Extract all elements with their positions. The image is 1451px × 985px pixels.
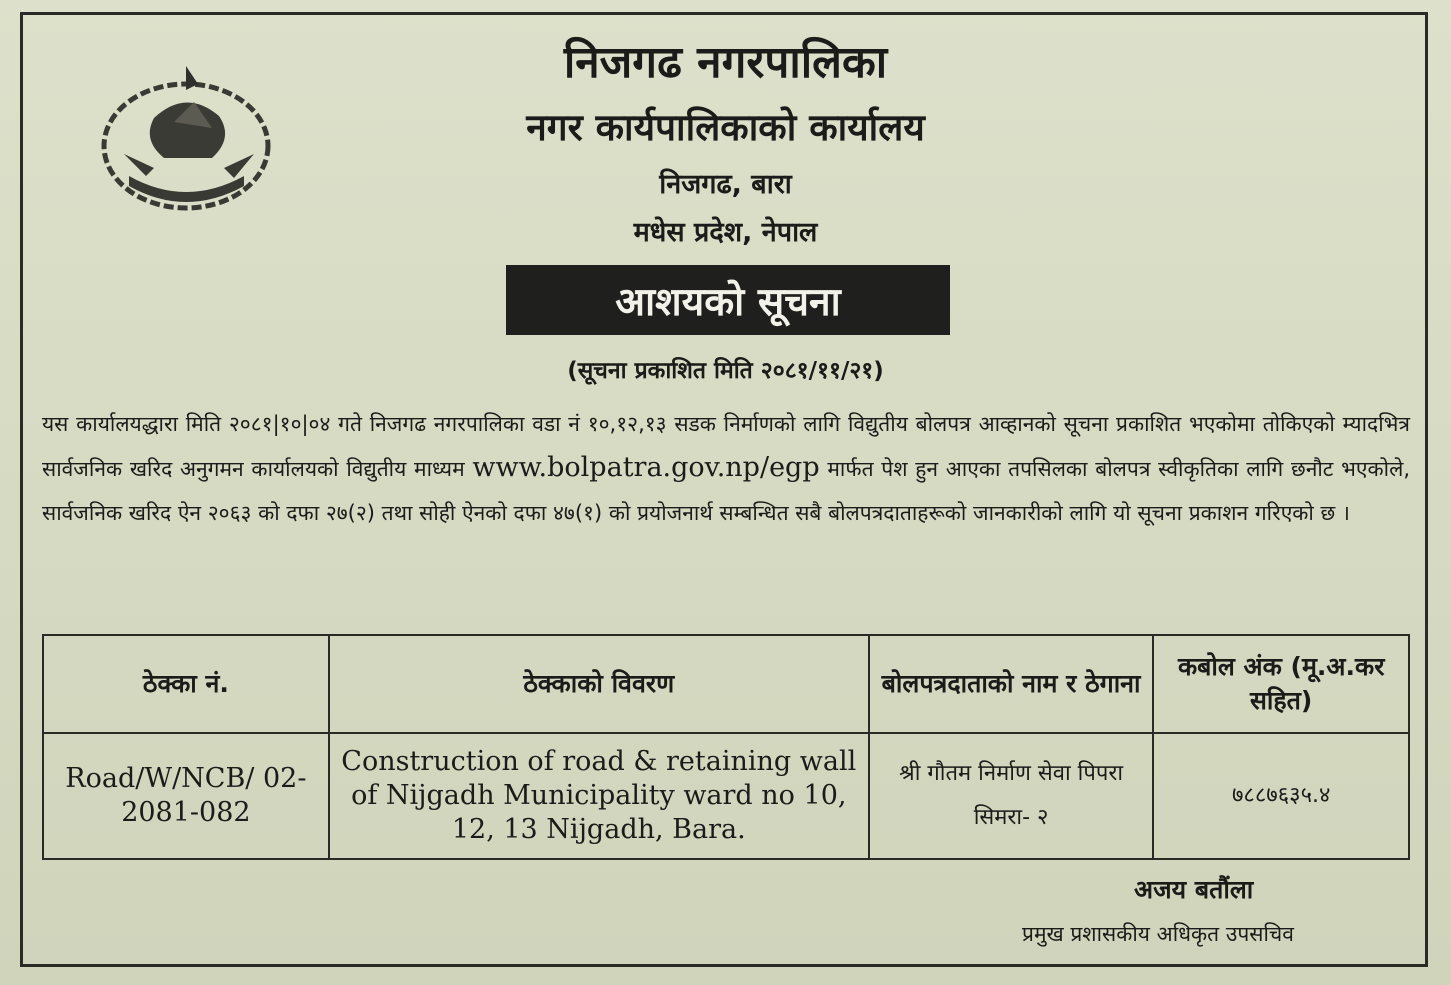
office-location: निजगढ, बारा bbox=[659, 169, 792, 200]
office-title: नगर कार्यपालिकाको कार्यालय bbox=[526, 106, 925, 149]
col-amount: कबोल अंक (मू.अ.कर सहित) bbox=[1153, 635, 1409, 733]
municipality-title: निजगढ नगरपालिका bbox=[563, 37, 888, 88]
notice-body-part1: यस कार्यालयद्धारा मिति २०८१|१०|०४ गते निजगढ नगरपालिका वडा नं १०,१२,१३ सडक निर्माणको लागि विद्युतीय बोलपत्र आव्हानको सूचना प्रकाशित भएकोमा तोकिएको म्यादभित्र सार्वजनिक खरिद अनुगमन कार्यालयको विद्युतीय माध्यम bbox=[42, 412, 1410, 481]
contract-no-cell: Road/W/NCB/ 02-2081-082 bbox=[43, 733, 329, 859]
amount-cell: ७८८७६३५.४ bbox=[1153, 733, 1409, 859]
signatory-name: अजय बतौंला bbox=[1134, 875, 1254, 904]
notice-body bbox=[42, 402, 1410, 535]
egp-url: www.bolpatra.gov.np/egp bbox=[472, 452, 820, 483]
contract-table bbox=[42, 634, 1410, 860]
table-header-row bbox=[43, 635, 1409, 733]
notice-title: आशयको सूचना bbox=[506, 265, 950, 335]
signatory-title: प्रमुख प्रशासकीय अधिकृत उपसचिव bbox=[1022, 922, 1294, 946]
col-bidder: बोलपत्रदाताको नाम र ठेगाना bbox=[869, 635, 1154, 733]
col-contract-no: ठेक्का नं. bbox=[43, 635, 329, 733]
bidder-cell: श्री गौतम निर्माण सेवा पिपरा सिमरा- २ bbox=[869, 733, 1154, 859]
province-country: मधेस प्रदेश, नेपाल bbox=[633, 217, 818, 248]
publish-date: (सूचना प्रकाशित मिति २०८१/११/२१) bbox=[567, 358, 884, 384]
col-description: ठेक्काको विवरण bbox=[329, 635, 869, 733]
table-row bbox=[43, 733, 1409, 859]
notice-body-part2: मार्फत पेश हुन आएका तपसिलका बोलपत्र स्वीकृतिका लागि छनौट भएकोले, सार्वजनिक खरिद ऐन २०६३ को दफा २७(२) तथा सोही ऐनको दफा ४७(१) को प्रयोजनार्थ सम्बन्धित सबै बोलपत्रदाताहरूको जानकारीको लागि यो सूचना प्रकाशन गरिएको छ । bbox=[42, 457, 1410, 525]
description-cell: Construction of road & retaining wall of Nijgadh Municipality ward no 10, 12, 13 Nijgadh, Bara. bbox=[329, 733, 869, 859]
